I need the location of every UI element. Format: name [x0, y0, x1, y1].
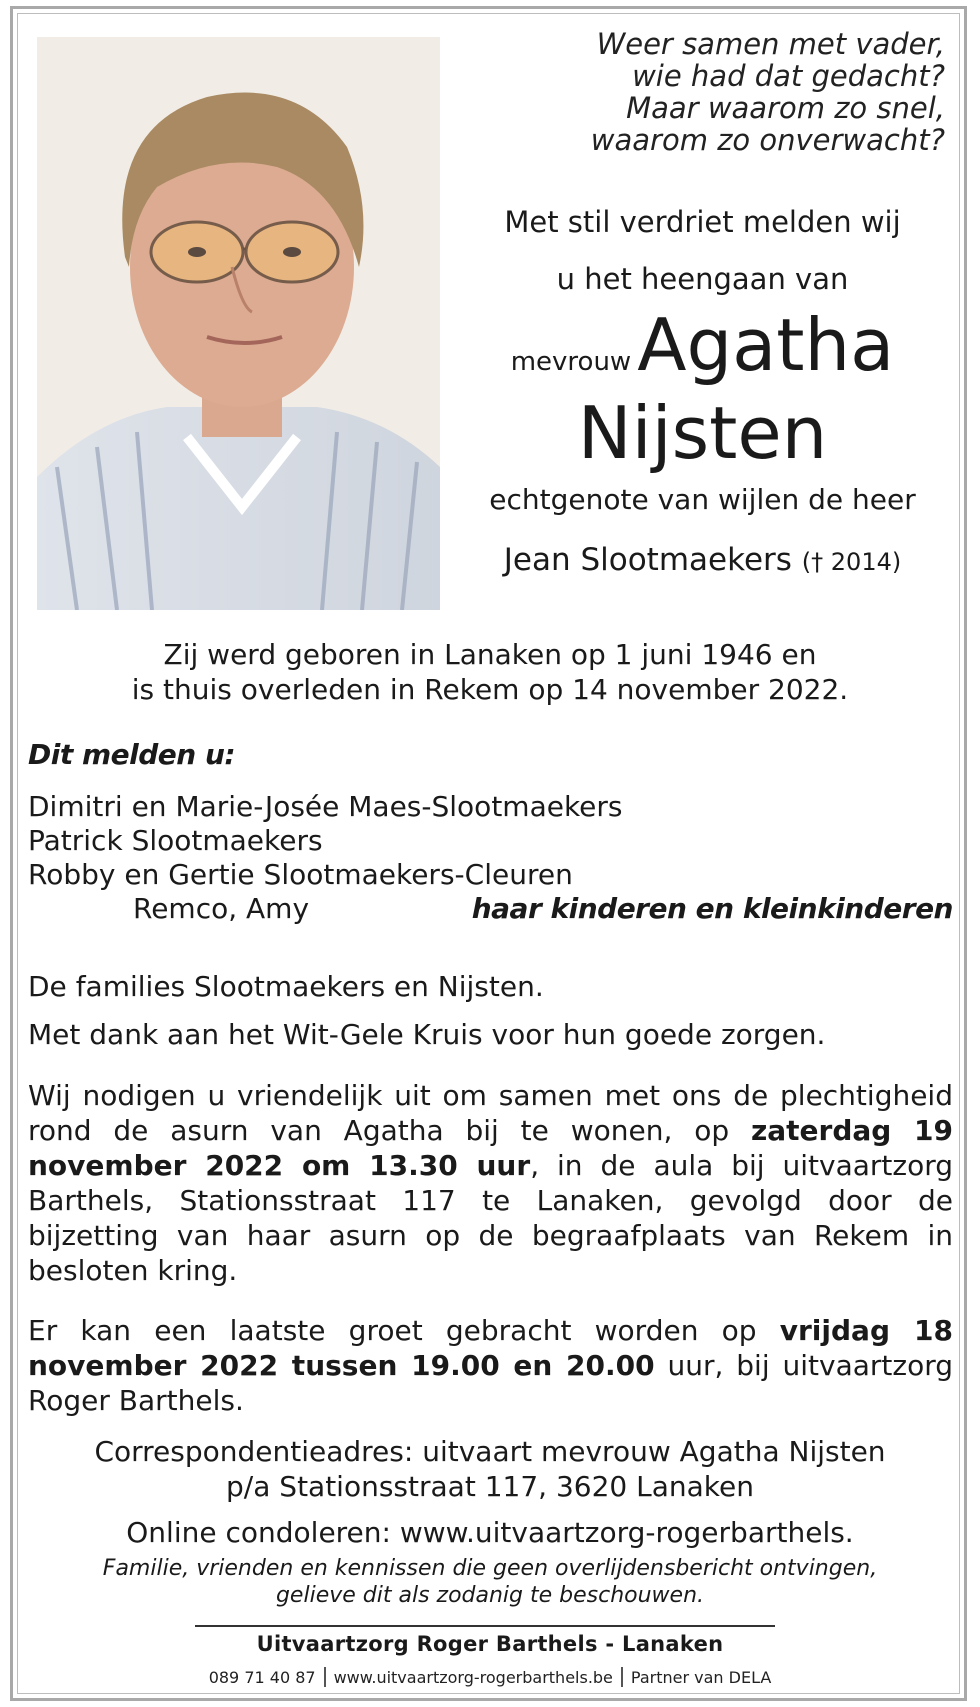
born-line: Zij werd geboren in Lanaken op 1 juni 1946 en — [163, 638, 817, 671]
portrait-illustration — [37, 37, 440, 610]
note-line: Familie, vrienden en kennissen die geen overlijdensbericht ontvingen, — [102, 1556, 878, 1581]
correspondence-line: p/a Stationsstraat 117, 3620 Lanaken — [226, 1470, 754, 1503]
greeting-date: vrijdag 18 november 2022 tussen 19.00 en 20.00 — [28, 1314, 953, 1382]
family-heading: Dit melden u: — [28, 738, 236, 771]
family-member: Robby en Gertie Slootmaekers-Cleuren — [28, 858, 573, 891]
online-condolence: Online condoleren: www.uitvaartzorg-rogerbarthels. — [126, 1516, 854, 1549]
born-line: is thuis overleden in Rekem op 14 november 2022. — [131, 673, 849, 706]
correspondence-address — [40, 1434, 940, 1504]
note-line: gelieve dit als zodanig te beschouwen. — [275, 1583, 705, 1608]
birth-death-text — [40, 637, 940, 707]
divider-bar — [621, 1667, 623, 1687]
deceased-first-name-line — [465, 305, 940, 402]
footer-divider — [195, 1625, 775, 1627]
family-list — [28, 790, 953, 926]
family-member: Dimitri en Marie-Josée Maes-Slootmaekers — [28, 790, 623, 823]
announce-line-1: Met stil verdriet melden wij — [504, 205, 901, 239]
correspondence-line: Correspondentieadres: uitvaart mevrouw Agatha Nijsten — [94, 1435, 886, 1468]
family-member: Patrick Slootmaekers — [28, 824, 323, 857]
poem — [475, 28, 945, 156]
greeting-rest: uur, bij uitvaartzorg Roger Barthels. — [28, 1349, 953, 1417]
footer-partner: Partner van DELA — [630, 1668, 772, 1687]
divider-bar — [324, 1667, 326, 1687]
poem-line: Weer samen met vader, — [596, 27, 945, 61]
relation-label: haar kinderen en kleinkinderen — [471, 892, 953, 925]
title-mevrouw: mevrouw — [510, 347, 632, 377]
announce-line-2: u het heengaan van — [556, 262, 849, 296]
footer-phone: 089 71 40 87 — [208, 1668, 316, 1687]
spouse-death: († 2014) — [801, 548, 902, 576]
last-name: Nijsten — [577, 391, 828, 475]
ceremony-date: zaterdag 19 november 2022 om 13.30 uur — [28, 1114, 953, 1182]
grandchildren: Remco, Amy — [133, 892, 310, 925]
spouse-line — [465, 542, 940, 578]
spouse-name: Jean Slootmaekers — [503, 542, 792, 578]
poem-line: waarom zo onverwacht? — [590, 123, 945, 157]
poem-line: Maar waarom zo snel, — [626, 91, 945, 125]
greeting-paragraph — [28, 1313, 953, 1418]
footer-title: Uitvaartzorg Roger Barthels - Lanaken — [256, 1632, 724, 1656]
footer-contact — [0, 1667, 980, 1687]
poem-line: wie had dat gedacht? — [632, 59, 945, 93]
first-name: Agatha — [637, 303, 895, 387]
ceremony-rest: , in de aula bij uitvaartzorg Barthels, Stationsstraat 117 te Lanaken, gevolgd door de bijzetting van haar asurn op de begraafplaats van Rekem in besloten kring. — [28, 1149, 953, 1287]
families-line: De families Slootmaekers en Nijsten. — [28, 970, 544, 1003]
ceremony-paragraph — [28, 1078, 953, 1288]
portrait-photo — [37, 37, 440, 610]
footer-website: www.uitvaartzorg-rogerbarthels.be — [333, 1668, 613, 1687]
greeting-intro: Er kan een laatste groet gebracht worden op — [28, 1314, 780, 1347]
spouse-intro: echtgenote van wijlen de heer — [489, 483, 916, 516]
notice-note — [40, 1555, 940, 1609]
grandchildren-row — [28, 892, 953, 926]
thanks-line: Met dank aan het Wit-Gele Kruis voor hun goede zorgen. — [28, 1018, 826, 1051]
ceremony-intro: Wij nodigen u vriendelijk uit om samen met ons de plechtigheid rond de asurn van Agatha bij te wonen, op — [28, 1079, 953, 1147]
